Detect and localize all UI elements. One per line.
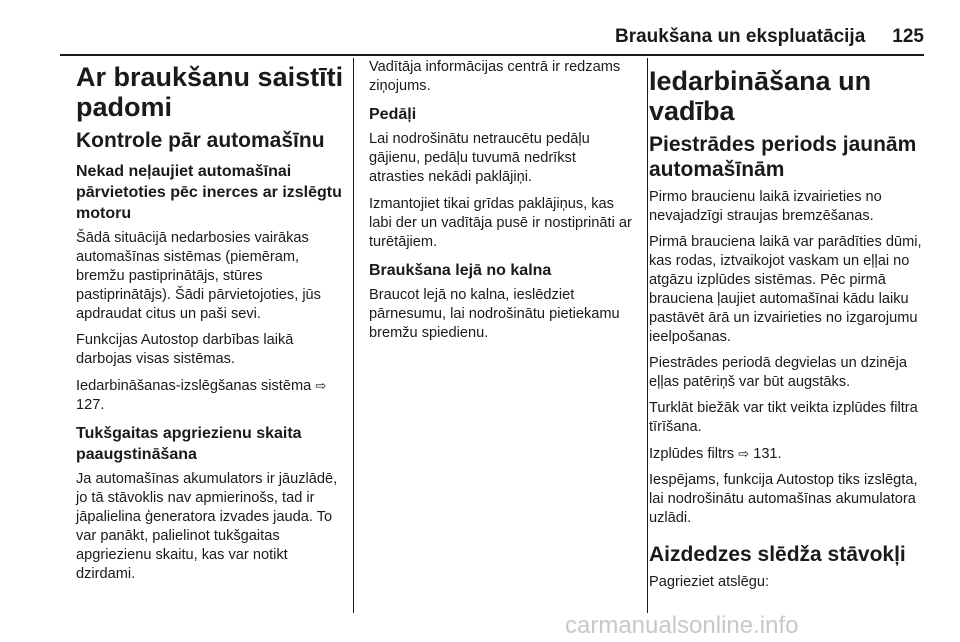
section-title: Braukšana un ekspluatācija — [615, 26, 866, 47]
heading-vehicle-control: Kontrole pār automašīnu — [76, 129, 325, 152]
heading-starting-operating: Iedarbināšana un vadība — [649, 66, 872, 126]
paragraph: Pirmo braucienu laikā izvairieties no nevajadzīgi straujas bremzēšanas. — [649, 189, 882, 224]
column-2 — [369, 58, 635, 351]
subheading-never-coast: Nekad neļaujiet automašīnai pārvietoties pēc inerces ar izslēgtu motoru — [76, 163, 342, 222]
paragraph-with-reference — [649, 444, 929, 464]
column-divider — [353, 58, 354, 613]
column-divider — [647, 58, 648, 613]
header-rule — [60, 54, 924, 56]
paragraph: Izmantojiet tikai grīdas paklājiņus, kas labi der un vadītāja pusē ir nostiprināti ar turētājiem. — [369, 196, 632, 250]
page-header — [60, 22, 924, 60]
heading-ignition-positions: Aizdedzes slēdža stāvokļi — [649, 543, 906, 566]
paragraph: Lai nodrošinātu netraucētu pedāļu gājienu, pedāļu tuvumā nedrīkst atrasties nekādi paklājiņi. — [369, 131, 590, 185]
page-reference-link[interactable]: 131. — [753, 446, 782, 462]
watermark: carmanualsonline.info — [565, 612, 799, 639]
page-reference-link[interactable]: 127. — [76, 397, 105, 413]
paragraph-text: Iedarbināšanas-izslēgšanas sistēma — [76, 378, 312, 394]
paragraph: Iespējams, funkcija Autostop tiks izslēgta, lai nodrošinātu automašīnas akumulatora uzlādi. — [649, 472, 918, 526]
reference-arrow-icon: ⇨ — [315, 378, 327, 393]
paragraph-with-reference — [76, 376, 344, 415]
paragraph: Turklāt biežāk var tikt veikta izplūdes filtra tīrīšana. — [649, 400, 918, 435]
column-3 — [649, 58, 929, 599]
subheading-downhill: Braukšana lejā no kalna — [369, 262, 552, 279]
page-number: 125 — [892, 26, 924, 47]
paragraph: Vadītāja informācijas centrā ir redzams ziņojums. — [369, 59, 621, 94]
subheading-pedals: Pedāļi — [369, 106, 417, 123]
column-1 — [76, 58, 344, 591]
subheading-idle-speed: Tukšgaitas apgriezienu skaita paaugstināšana — [76, 425, 302, 463]
paragraph: Šādā situācijā nedarbosies vairākas automašīnas sistēmas (piemēram, bremžu pastiprinātājs, stūres pastiprinātājs). Šādi pārvietojoties, jūs apdraudat citus un paši sevi. — [76, 230, 321, 322]
heading-driving-tips: Ar braukšanu saistīti padomi — [76, 62, 344, 122]
paragraph: Ja automašīnas akumulators ir jāuzlādē, jo tā stāvoklis nav apmierinošs, tad ir jāpalielina ģeneratora izvades jauda. To var panākt, palielinot tukšgaitas apgriezienu skaitu, kas var notikt dzirdami. — [76, 471, 338, 582]
paragraph: Braucot lejā no kalna, ieslēdziet pārnesumu, lai nodrošinātu pietiekamu bremžu spiedienu. — [369, 287, 620, 341]
paragraph: Pirmā brauciena laikā var parādīties dūmi, kas rodas, iztvaikojot vaskam un eļļai no atgāzu izplūdes sistēmas. Pēc pirmā brauciena ļaujiet automašīnai kādu laiku pastāvēt ārā un izvairieties no izgarojumu ieelpošanas. — [649, 234, 922, 345]
paragraph: Pagrieziet atslēgu: — [649, 574, 770, 590]
paragraph: Funkcijas Autostop darbības laikā darbojas visas sistēmas. — [76, 332, 294, 367]
reference-arrow-icon: ⇨ — [738, 446, 750, 461]
heading-running-in: Piestrādes periods jaunām automašīnām — [649, 133, 917, 181]
paragraph: Piestrādes periodā degvielas un dzinēja eļļas patēriņš var būt augstāks. — [649, 355, 907, 390]
paragraph-text: Izplūdes filtrs — [649, 446, 735, 462]
